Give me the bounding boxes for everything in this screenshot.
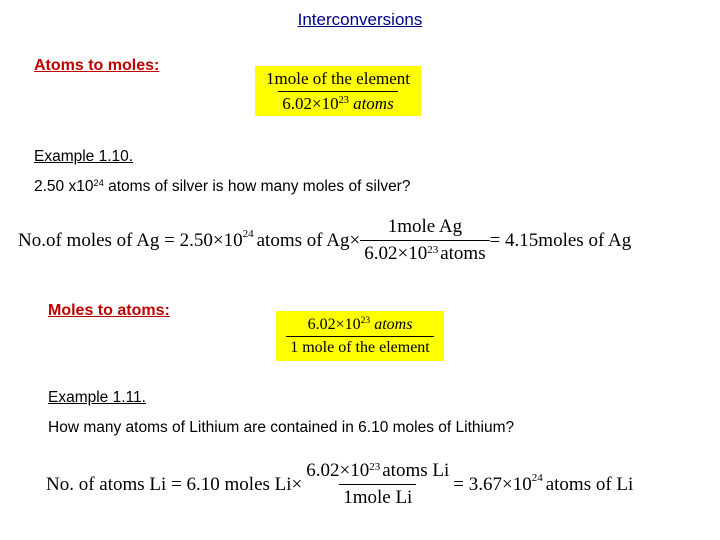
factor-denominator: 1 mole of the element bbox=[286, 336, 434, 357]
factor-denominator: $6.02\times 10^{23}$ atoms bbox=[278, 91, 397, 114]
moles-to-atoms-factor bbox=[276, 311, 444, 361]
moles-to-atoms-heading: Moles to atoms: bbox=[48, 302, 170, 319]
example-1-11-question: How many atoms of Lithium are contained in 6.10 moles of Lithium? bbox=[48, 419, 515, 436]
equation-2-fraction: $\frac{6.02\times 10^{23} atoms Li}{\text{1mole Li}}$ bbox=[306, 460, 450, 508]
example-1-10-question: 2.50 $x10^{24}$ atoms of silver is how many moles of silver? bbox=[34, 177, 411, 195]
atoms-to-moles-factor bbox=[255, 66, 421, 116]
example-1-10-label: Example 1.10. bbox=[34, 148, 134, 165]
example-1-10-equation: No.of moles of Ag = 2.50×10 $^{24}$ atoms of Ag× $\frac{\text{1mole Ag}}{6.02\times 10^{23} atoms}$ = 4.15moles of Ag bbox=[18, 216, 632, 264]
page-title: Interconversions bbox=[297, 10, 423, 29]
factor-numerator: 1mole of the element bbox=[266, 68, 410, 88]
example-1-11-equation: No. of atoms Li = 6.10 moles Li× $\frac{6.02\times 10^{23} atoms Li}{\text{1mole Li}}$ = 3.67×10 $^{24}$ atoms of Li bbox=[46, 460, 634, 508]
equation-1-fraction: $\frac{\text{1mole Ag}}{6.02\times 10^{23} atoms}$ bbox=[360, 216, 489, 265]
example-1-11-label: Example 1.11. bbox=[48, 389, 146, 406]
atoms-to-moles-heading: Atoms to moles: bbox=[34, 57, 160, 74]
factor-numerator: $6.02\times 10^{23}$ atoms bbox=[307, 315, 413, 333]
